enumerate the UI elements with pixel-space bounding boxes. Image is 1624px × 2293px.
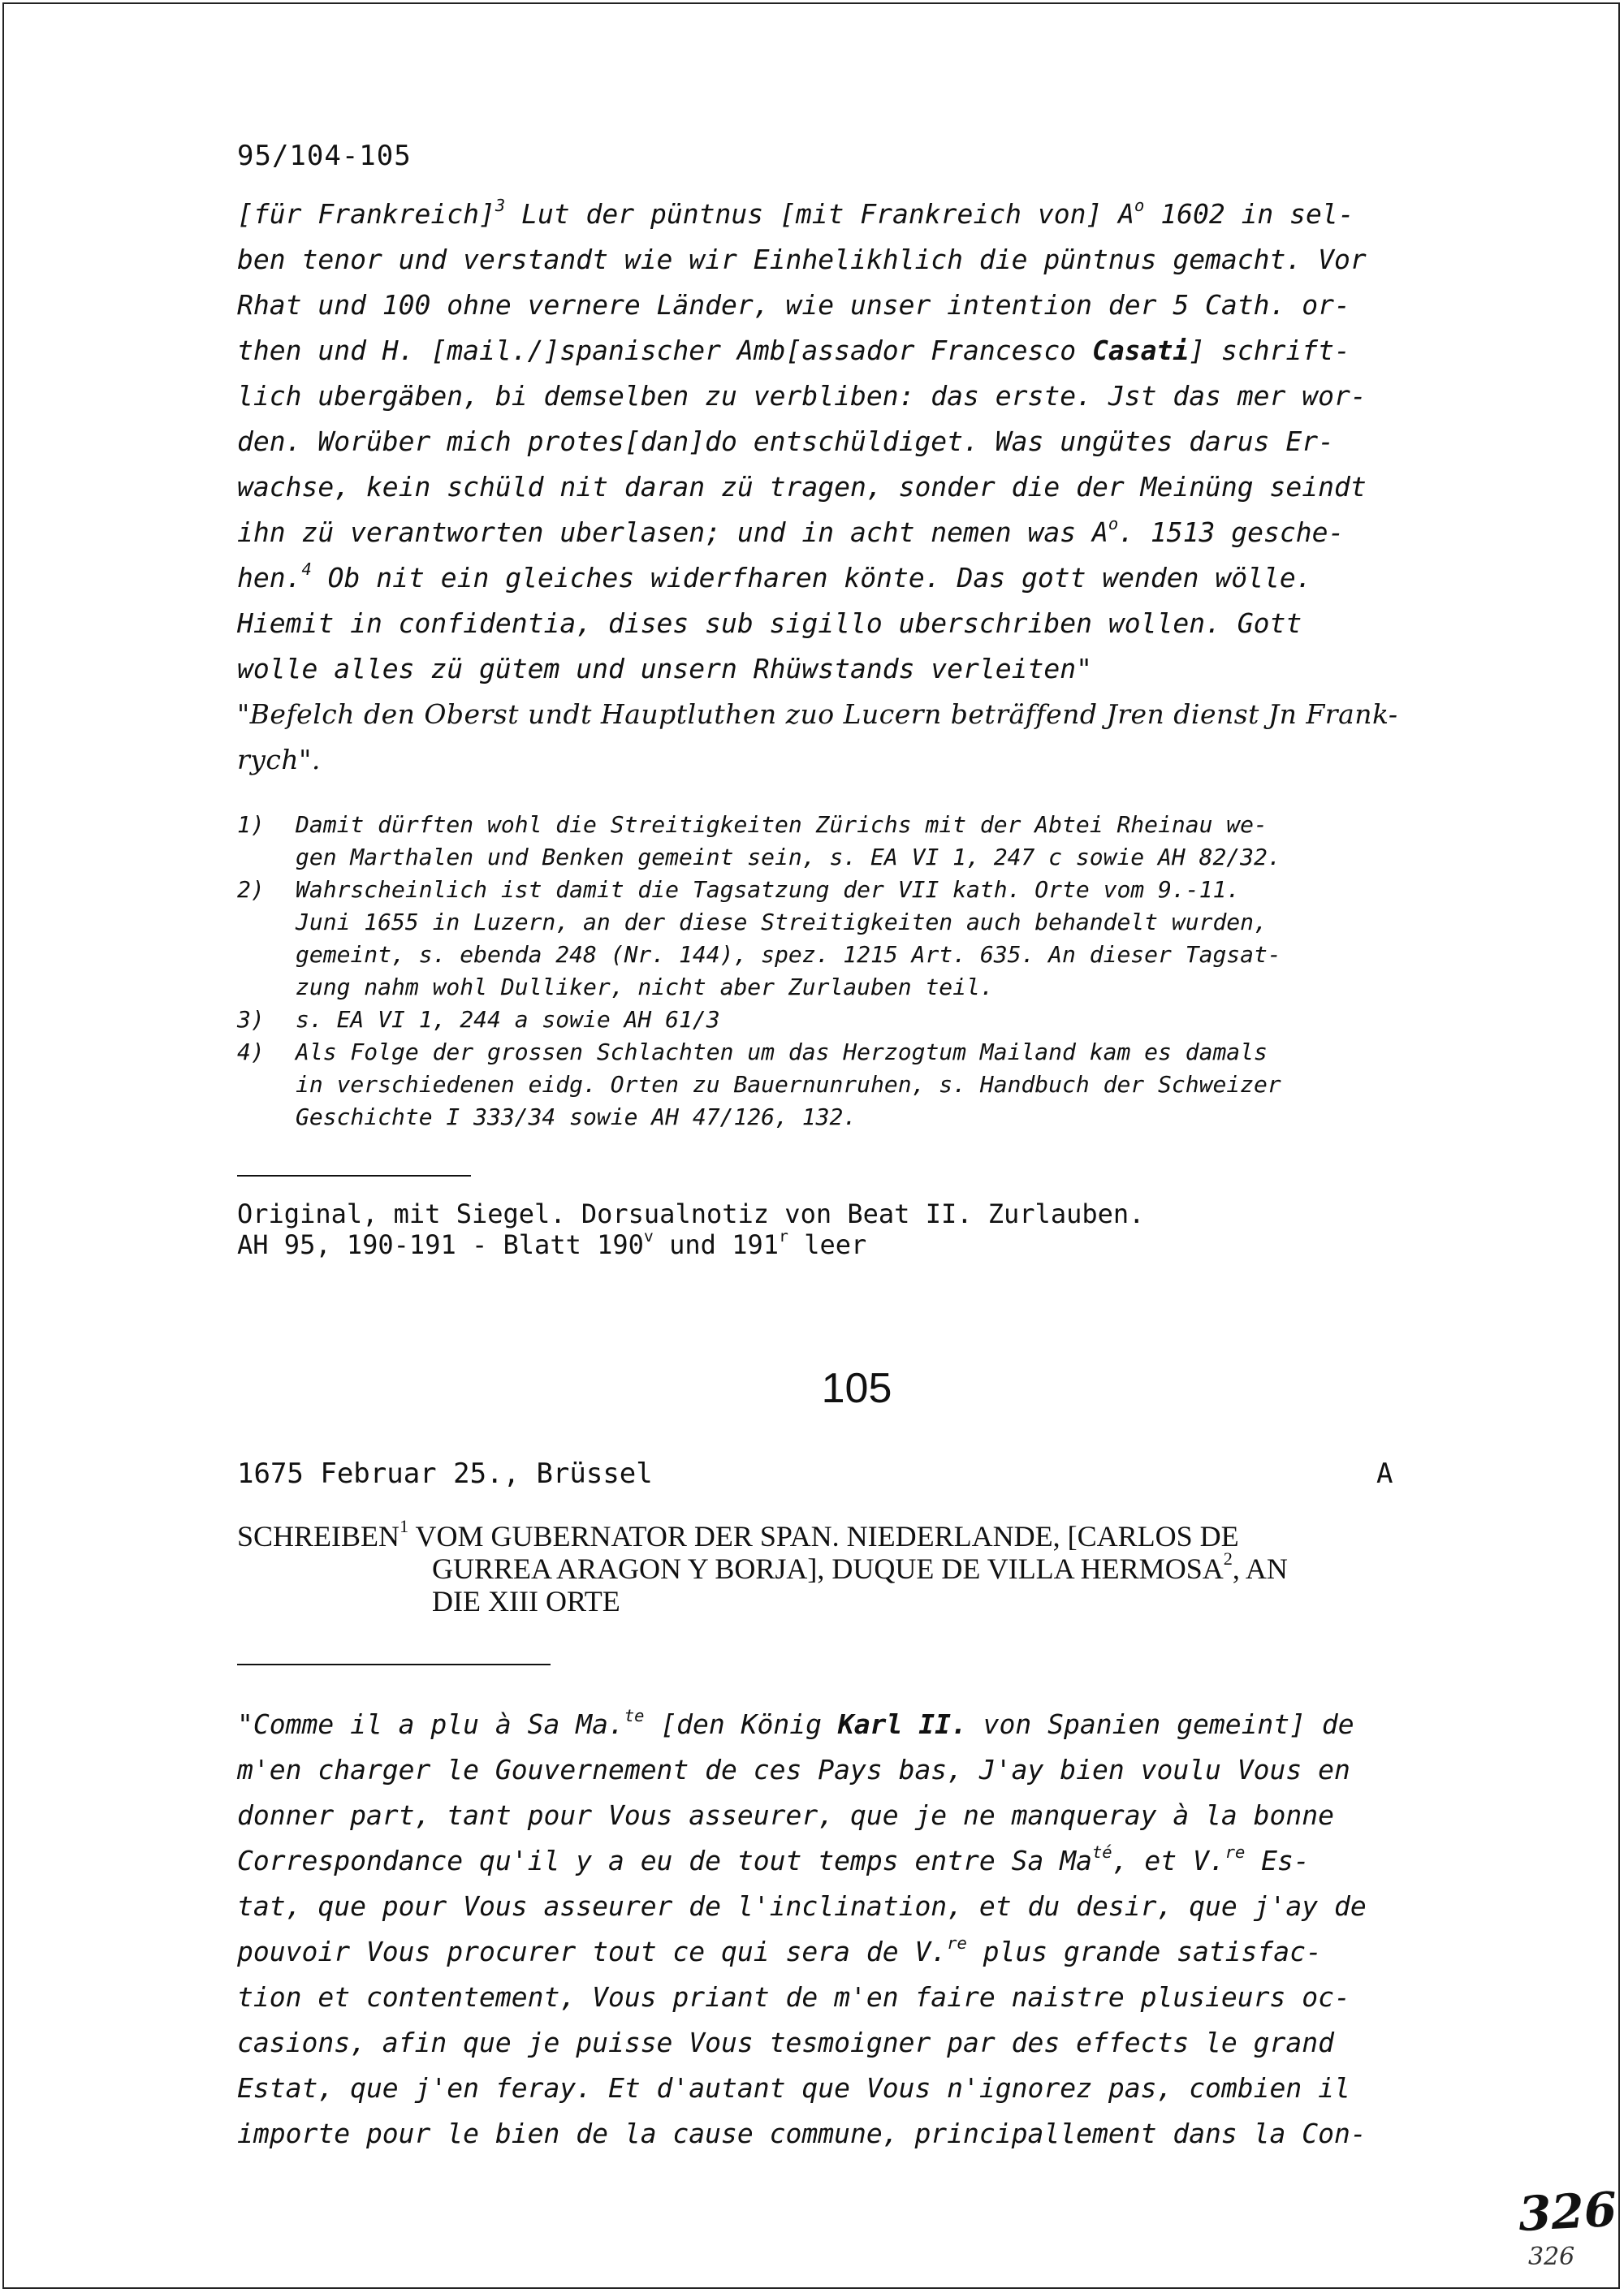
text-line: casions, afin que je puisse Vous tesmoigner par des effects le grand	[237, 2027, 1335, 2058]
text-line: Hiemit in confidentia, dises sub sigillo uberschriben wollen. Gott	[237, 607, 1302, 639]
address-line: rych".	[237, 744, 321, 775]
footnote-3: 3) s. EA VI 1, 244 a sowie AH 61/3	[237, 1006, 720, 1033]
text-line: lich ubergäben, bi demselben zu verbliben: das erste. Jst das mer wor-	[237, 380, 1367, 412]
text-line: tion et contentement, Vous priant de m'en faire naistre plusieurs oc-	[237, 1981, 1350, 2013]
text-line: wachse, kein schüld nit daran zü tragen, sonder die der Meinüng seindt	[237, 471, 1367, 503]
handwritten-page-number-small: 326	[1528, 2243, 1575, 2271]
footnotes	[237, 809, 1479, 1134]
name-karl: Karl II.	[837, 1708, 967, 1740]
text-line: "Comme il a plu à Sa Ma.$^{te}$ [den König Karl II. von Spanien gemeint] de	[237, 1705, 1354, 1740]
name-casati: Casati	[1092, 335, 1190, 366]
text-line: ben tenor und verstandt wie wir Einhelikhlich die püntnus gemacht. Vor	[237, 244, 1367, 275]
source-note: Original, mit Siegel. Dorsualnotiz von Beat II. Zurlauben. AH 95, 190-191 - Blatt 190$^v$ und 191$^r$ leer	[237, 1198, 1145, 1260]
document-number: 105	[821, 1365, 892, 1412]
text-line: donner part, tant pour Vous asseurer, que je ne manqueray à la bonne	[237, 1799, 1335, 1831]
divider	[237, 1664, 551, 1665]
text-line: importe pour le bien de la cause commune, principallement dans la Con-	[237, 2118, 1367, 2149]
text-line: m'en charger le Gouvernement de ces Pays bas, J'ay bien voulu Vous en	[237, 1754, 1350, 1786]
text-line: hen.$^4$ Ob nit ein gleiches widerfharen könte. Das gott wenden wölle.	[237, 559, 1312, 594]
text-line: wolle alles zü gütem und unsern Rhüwstands verleiten"	[237, 653, 1092, 684]
document-heading: SCHREIBEN$^1$ VOM GUBERNATOR DER SPAN. NIEDERLANDE, [CARLOS DE GURREA ARAGON Y BORJA], DUQUE DE VILLA HERMOSA$^2$, AN DIE XIII ORTE	[237, 1516, 1288, 1617]
text-line: pouvoir Vous procurer tout ce qui sera de V.$^{re}$ plus grande satisfac-	[237, 1932, 1322, 1967]
handwritten-page-number: 326	[1517, 2181, 1618, 2243]
footnote-4: 4) Als Folge der grossen Schlachten um das Herzogtum Mailand kam es damals in verschiedenen eidg. Orten zu Bauernunruhen, s. Handbuch der Schweizer Geschichte I 333/34 sowie AH 47/126, 132.	[237, 1039, 1281, 1130]
text-line: [für Frankreich]$^3$ Lut der püntnus [mit Frankreich von] $A^o$ 1602 in sel-	[237, 195, 1354, 230]
text-line: den. Worüber mich protes[dan]do entschüldiget. Was ungütes darus Er-	[237, 425, 1335, 457]
text-line: tat, que pour Vous asseurer de l'inclination, et du desir, que j'ay de	[237, 1890, 1367, 1922]
text-line: ihn zü verantworten uberlasen; und in acht nemen was $A^o$. 1513 gesche-	[237, 513, 1345, 548]
date-place: 1675 Februar 25., Brüssel	[237, 1457, 653, 1490]
text-line: Rhat und 100 ohne vernere Länder, wie unser intention der 5 Cath. or-	[237, 289, 1350, 321]
text-line: Correspondance qu'il y a eu de tout temps entre Sa $Ma^{té}$, et V.$^{re}$ Es-	[237, 1842, 1310, 1876]
footnote-2: 2) Wahrscheinlich ist damit die Tagsatzung der VII kath. Orte vom 9.-11. Juni 1655 in Luzern, an der diese Streitigkeiten auch behandelt wurden, gemeint, s. ebenda 248 (Nr. 144), spez. 1215 Art. 635. An dieser Tagsat- zung nahm wohl Dulliker, nicht aber Zurlauben teil.	[237, 876, 1281, 1000]
quote-text	[237, 1702, 1479, 2157]
document-type-marker: A	[1376, 1457, 1393, 1490]
footnote-1: 1) Damit dürften wohl die Streitigkeiten Zürichs mit der Abtei Rheinau we- gen Marthalen und Benken gemeint sein, s. EA VI 1, 247 c sowie AH 82/32.	[237, 811, 1281, 870]
divider	[237, 1175, 471, 1177]
text-line: then und H. [mail./]spanischer Amb[assador Francesco Casati] schrift-	[237, 335, 1350, 366]
header-reference: 95/104-105	[237, 140, 412, 172]
text-line: Estat, que j'en feray. Et d'autant que Vous n'ignorez pas, combien il	[237, 2072, 1350, 2104]
main-text	[237, 192, 1479, 783]
address-line: "Befelch den Oberst undt Hauptluthen zuo Lucern beträffend Jren dienst Jn Frank-	[237, 698, 1398, 730]
